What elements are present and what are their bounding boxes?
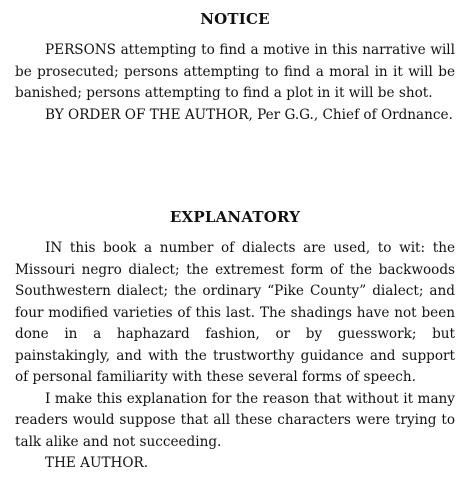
explanatory-signature: THE AUTHOR. <box>45 455 149 471</box>
notice-paragraph: PERSONS attempting to find a motive in this narrative will be prosecuted; persons attempting to find a moral in it will be banished; persons attempting to find a plot in it will be shot. <box>15 42 455 101</box>
explanatory-paragraph-1: IN this book a number of dialects are used, to wit: the Missouri negro dialect; the extremest form of the backwoods Southwestern dialect; the ordinary “Pike County” dialect; and four modified varieties of this last. The shadings have not been done in a haphazard fashion, or by guesswork; but painstakingly, and with the trustworthy guidance and support of personal familiarity with these several forms of speech. <box>15 240 455 385</box>
explanatory-paragraph-2: I make this explanation for the reason that without it many readers would suppose that all these characters were trying to talk alike and not succeeding. <box>15 390 455 450</box>
explanatory-heading: EXPLANATORY <box>169 208 301 226</box>
explanatory-section <box>15 238 455 475</box>
notice-section <box>15 40 455 126</box>
notice-heading: NOTICE <box>200 10 270 28</box>
notice-signature: BY ORDER OF THE AUTHOR, Per G.G., Chief of Ordnance. <box>45 106 453 123</box>
